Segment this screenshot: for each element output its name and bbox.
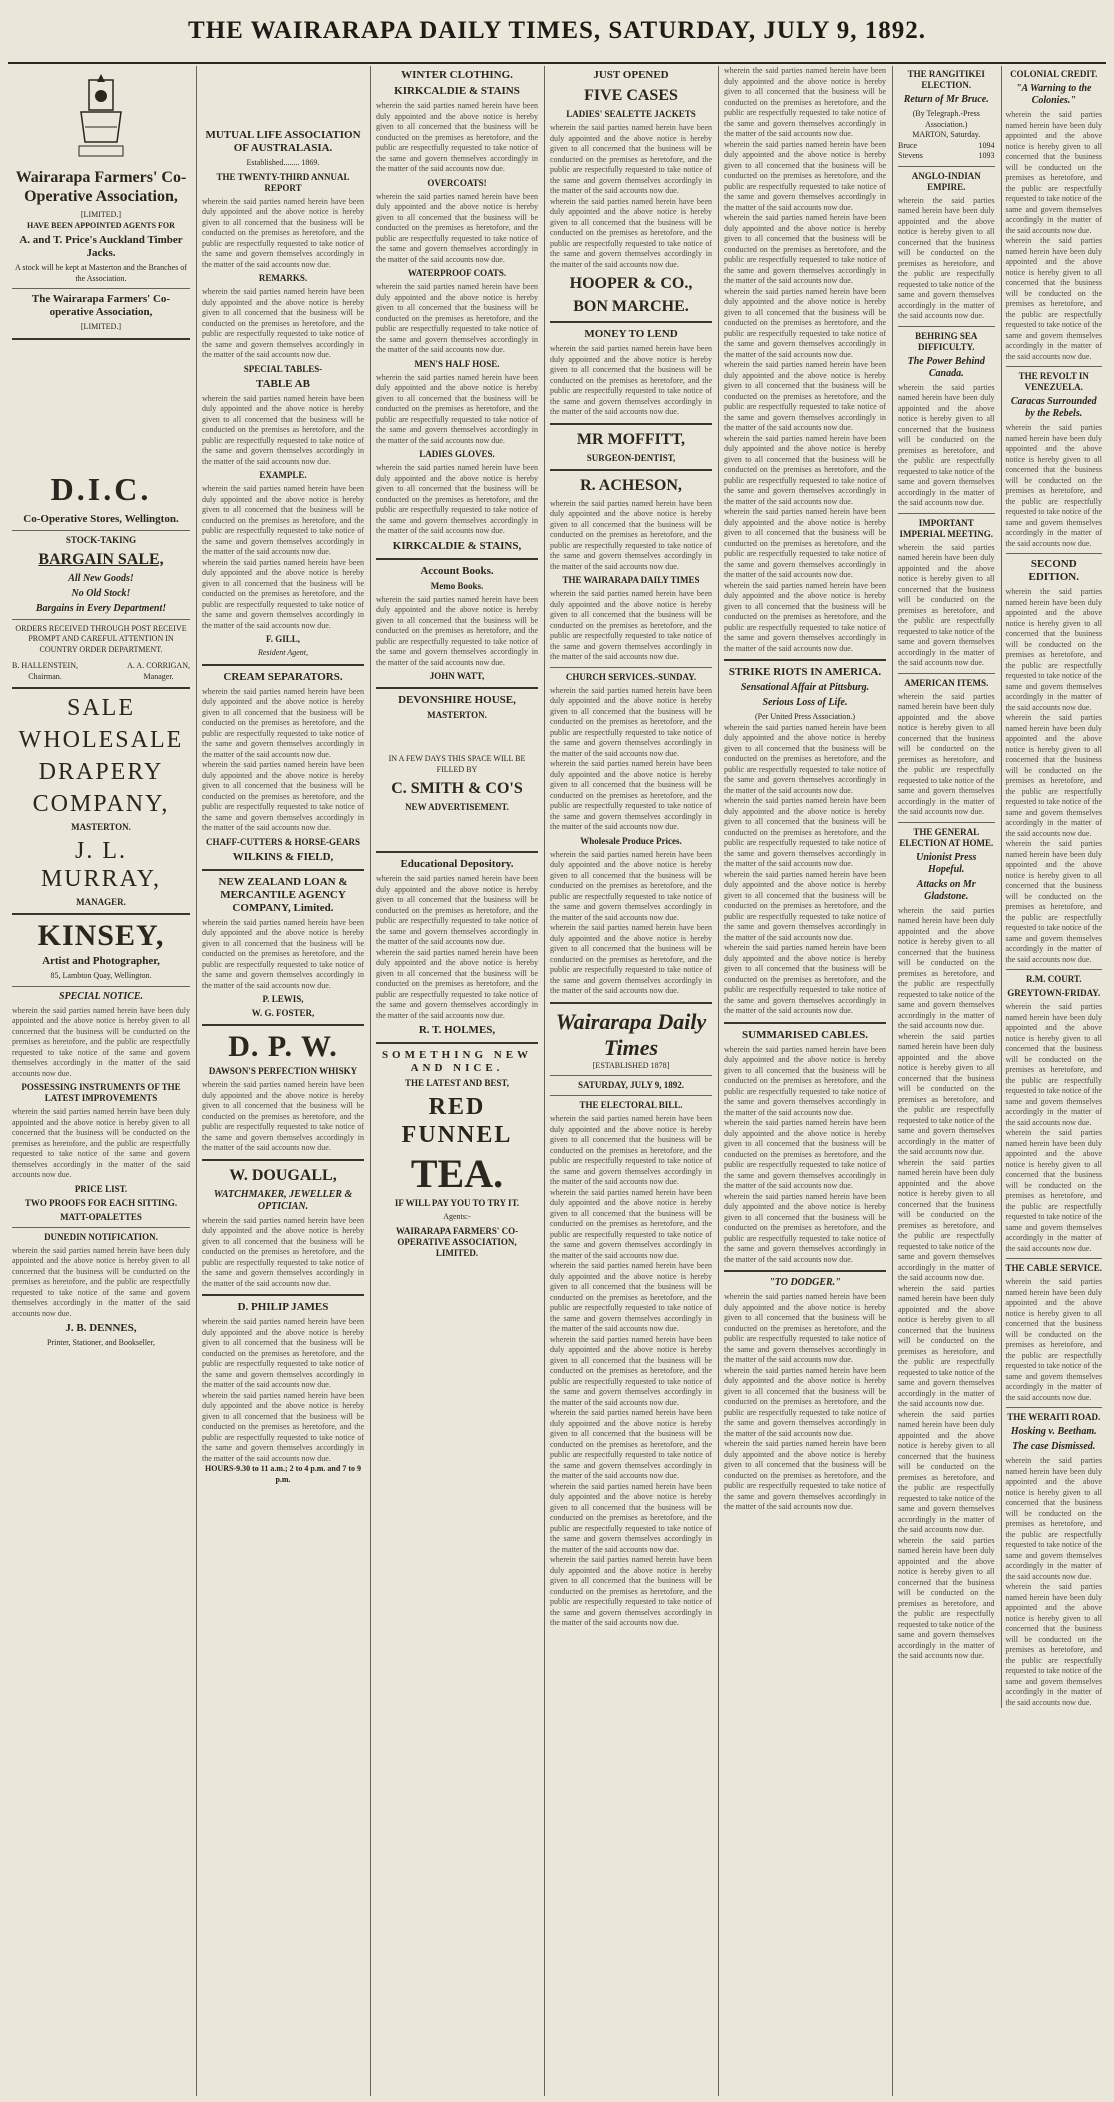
dpw-body: wherein the said parties named herein have been duly appointed and the above notice is hereby given to all concerned that the business will be conducted on the premises as heretofore, and the public are respectfully requested to take notice of the same and govern themselves accordingly in the matter of the said accounts now due. (202, 1080, 364, 1152)
coop-name: Wairarapa Farmers' Co-Operative Association, (15, 169, 187, 205)
waterproof-coats: WATERPROOF COATS. (407, 268, 507, 278)
stocktaking-label: STOCK-TAKING (65, 534, 137, 545)
serious-loss: Serious Loss of Life. (762, 697, 848, 708)
foster-name: W. G. FOSTER, (251, 1008, 315, 1018)
five-cases: FIVE CASES (584, 87, 678, 104)
remarks-body: wherein the said parties named herein have been duly appointed and the above notice is hereby given to all concerned that the business will be conducted on the premises as heretofore, and the public are respectfully requested to take notice of the same and govern themselves accordingly in the matter of the said accounts now due. (202, 287, 364, 359)
no-old-stock: No Old Stock! (71, 587, 131, 599)
church-body: wherein the said parties named herein have been duly appointed and the above notice is hereby given to all concerned that the business will be conducted on the premises as heretofore, and the public are respectfully requested to take notice of the same and govern themselves accordingly in the matter of the said accounts now due. (550, 685, 712, 758)
annual-report: THE TWENTY-THIRD ANNUAL REPORT (216, 171, 350, 193)
rangitikei-election: THE RANGITIKEI ELECTION. (907, 69, 985, 90)
gill-title: Resident Agent, (257, 648, 309, 657)
cream-separators: CREAM SEPARATORS. (223, 670, 343, 683)
rm-court: R.M. COURT. (1025, 974, 1082, 984)
election-body-6: wherein the said parties named herein have been duly appointed and the above notice is hereby given to all concerned that the business will be conducted on the premises as heretofore, and the public are respectfully requested to take notice of the same and govern themselves accordingly in the matter of the said accounts now due. (898, 1535, 995, 1660)
dennes-sub: Printer, Stationer, and Bookseller, (47, 1338, 155, 1347)
leader-body-3: wherein the said parties named herein have been duly appointed and the above notice is hereby given to all concerned that the business will be conducted on the premises as heretofore, and the public are respectfully requested to take notice of the same and govern themselves accordingly in the matter of the said accounts now due. (724, 213, 886, 285)
wholesale-produce: Wholesale Produce Prices. (580, 835, 682, 846)
electoral-bill: THE ELECTORAL BILL. (579, 1100, 683, 1110)
crest-emblem (12, 72, 190, 162)
red-funnel: RED FUNNEL (401, 1094, 513, 1148)
weraiti-road: THE WERAITI ROAD. (1007, 1412, 1101, 1422)
column-5 (720, 66, 890, 2096)
moffitt-name: MR MOFFITT, (576, 430, 686, 448)
bargains-every-department: Bargains in Every Department! (35, 602, 167, 614)
column-4 (546, 66, 716, 2096)
james-body: wherein the said parties named herein have been duly appointed and the above notice is hereby given to all concerned that the business will be conducted on the premises as heretofore, and the public are respectfully requested to take notice of the same and govern themselves accordingly in the matter of the said accounts now due. (202, 1317, 364, 1389)
waterproof-body: wherein the said parties named herein have been duly appointed and the above notice is hereby given to all concerned that the business will be conducted on the premises as heretofore, and the public are respectfully requested to take notice of the same and govern themselves accordingly in the matter of the said accounts now due. (376, 282, 538, 354)
american-body: wherein the said parties named herein have been duly appointed and the above notice is hereby given to all concerned that the business will be conducted on the premises as heretofore, and the public are respectfully requested to take notice of the same and govern themselves accordingly in the matter of the said accounts now due. (898, 691, 995, 816)
court-body-2: wherein the said parties named herein have been duly appointed and the above notice is hereby given to all concerned that the business will be conducted on the premises as heretofore, and the public are respectfully requested to take notice of the same and govern themselves accordingly in the matter of the said accounts now due. (1005, 1128, 1102, 1253)
weraiti-body: wherein the said parties named herein have been duly appointed and the above notice is hereby given to all concerned that the business will be conducted on the premises as heretofore, and the public are respectfully requested to take notice of the same and govern themselves accordingly in the matter of the said accounts now due. (1005, 1456, 1102, 1581)
example-body-2: wherein the said parties named herein have been duly appointed and the above notice is hereby given to all concerned that the business will be conducted on the premises as heretofore, and the public are respectfully requested to take notice of the same and govern themselves accordingly in the matter of the said accounts now due. (202, 557, 364, 630)
dougall-body: wherein the said parties named herein have been duly appointed and the above notice is hereby given to all concerned that the business will be conducted on the premises as heretofore, and the public are respectfully requested to take notice of the same and govern themselves accordingly in the matter of the said accounts now due. (202, 1215, 364, 1288)
electoral-body: wherein the said parties named herein have been duly appointed and the above notice is hereby given to all concerned that the business will be conducted on the premises as heretofore, and the public are respectfully requested to take notice of the same and govern themselves accordingly in the matter of the said accounts now due. (550, 1114, 712, 1186)
to-dodger: "TO DODGER." (769, 1277, 841, 1288)
sensational-affair: Sensational Affair at Pittsburg. (740, 682, 870, 693)
anglo-body: wherein the said parties named herein have been duly appointed and the above notice is hereby given to all concerned that the business will be conducted on the premises as heretofore, and the public are respectfully requested to take notice of the same and govern themselves accordingly in the matter of the said accounts now due. (898, 195, 995, 320)
account-books: Account Books. (420, 564, 494, 577)
smith-co: C. SMITH & CO'S (391, 780, 523, 797)
electoral-body-3: wherein the said parties named herein have been duly appointed and the above notice is hereby given to all concerned that the business will be conducted on the premises as heretofore, and the public are respectfully requested to take notice of the same and govern themselves accordingly in the matter of the said accounts now due. (550, 1261, 712, 1333)
mens-half-hose: MEN'S HALF HOSE. (414, 358, 500, 369)
election-body-2: wherein the said parties named herein have been duly appointed and the above notice is hereby given to all concerned that the business will be conducted on the premises as heretofore, and the public are respectfully requested to take notice of the same and govern themselves accordingly in the matter of the said accounts now due. (898, 1031, 995, 1156)
ladies-sealette: LADIES' SEALETTE JACKETS (566, 109, 696, 119)
second-ed-body-2: wherein the said parties named herein have been duly appointed and the above notice is hereby given to all concerned that the business will be conducted on the premises as heretofore, and the public are respectfully requested to take notice of the same and govern themselves accordingly in the matter of the said accounts now due. (1005, 713, 1102, 838)
latest-best: THE LATEST AND BEST, (404, 1078, 510, 1088)
cable-body: wherein the said parties named herein have been duly appointed and the above notice is hereby given to all concerned that the business will be conducted on the premises as heretofore, and the public are respectfully requested to take notice of the same and govern themselves accordingly in the matter of the said accounts now due. (1005, 1277, 1102, 1402)
second-ed-body: wherein the said parties named herein have been duly appointed and the above notice is hereby given to all concerned that the business will be conducted on the premises as heretofore, and the public are respectfully requested to take notice of the same and govern themselves accordingly in the matter of the said accounts now due. (1005, 587, 1102, 712)
few-days-notice: IN A FEW DAYS THIS SPACE WILL BE FILLED BY (388, 754, 526, 774)
nz-loan-body: wherein the said parties named herein have been duly appointed and the above notice is hereby given to all concerned that the business will be conducted on the premises as heretofore, and the public are respectfully requested to take notice of the same and govern themselves accordingly in the matter of the said accounts now due. (202, 917, 364, 990)
wholesale-heading: WHOLESALE (18, 727, 184, 753)
mutual-body: wherein the said parties named herein have been duly appointed and the above notice is hereby given to all concerned that the business will be conducted on the premises as heretofore, and the public are respectfully requested to take notice of the same and govern themselves accordingly in the matter of the said accounts now due. (202, 196, 364, 269)
sale-heading: SALE (67, 695, 135, 721)
general-election: THE GENERAL ELECTION AT HOME. (899, 826, 994, 848)
winter-clothing: WINTER CLOTHING. (401, 69, 513, 81)
court-body: wherein the said parties named herein have been duly appointed and the above notice is hereby given to all concerned that the business will be conducted on the premises as heretofore, and the public are respectfully requested to take notice of the same and govern themselves accordingly in the matter of the said accounts now due. (1005, 1002, 1102, 1127)
greytown-friday: GREYTOWN-FRIDAY. (1007, 988, 1101, 998)
special-tables: SPECIAL TABLES- (243, 363, 323, 374)
edu-body-2: wherein the said parties named herein have been duly appointed and the above notice is hereby given to all concerned that the business will be conducted on the premises as heretofore, and the public are respectfully requested to take notice of the same and govern themselves accordingly in the matter of the said accounts now due. (376, 947, 538, 1020)
price-list: PRICE LIST. (74, 1183, 128, 1194)
money-to-lend: MONEY TO LEND (584, 328, 678, 340)
mens-body: wherein the said parties named herein have been duly appointed and the above notice is hereby given to all concerned that the business will be conducted on the premises as heretofore, and the public are respectfully requested to take notice of the same and govern themselves accordingly in the matter of the said accounts now due. (376, 372, 538, 445)
lewis-name: P. LEWIS, (262, 994, 304, 1004)
caracas-surrounded: Caracas Surrounded by the Rebels. (1010, 396, 1097, 419)
american-items: AMERICAN ITEMS. (904, 677, 989, 688)
surgeon-dentist: SURGEON-DENTIST, (586, 452, 676, 463)
power-behind-canada: The Power Behind Canada. (907, 355, 985, 379)
votes-bruce: 1094 (978, 140, 995, 150)
company-heading: COMPANY, (32, 791, 170, 817)
by-telegraph: (By Telegraph.-Press Association.) (912, 109, 980, 129)
edu-body: wherein the said parties named herein have been duly appointed and the above notice is hereby given to all concerned that the business will be conducted on the premises as heretofore, and the public are respectfully requested to take notice of the same and govern themselves accordingly in the matter of the said accounts now due. (376, 874, 538, 946)
something-new: SOMETHING NEW AND NICE. (381, 1049, 533, 1074)
leader-body: wherein the said parties named herein have been duly appointed and the above notice is hereby given to all concerned that the business will be conducted on the premises as heretofore, and the public are respectfully requested to take notice of the same and govern themselves accordingly in the matter of the said accounts now due. (724, 66, 886, 138)
venezuela-body: wherein the said parties named herein have been duly appointed and the above notice is hereby given to all concerned that the business will be conducted on the premises as heretofore, and the public are respectfully requested to take notice of the same and govern themselves accordingly in the matter of the said accounts now due. (1005, 423, 1102, 548)
cables-body-2: wherein the said parties named herein have been duly appointed and the above notice is hereby given to all concerned that the business will be conducted on the premises as heretofore, and the public are respectfully requested to take notice of the same and govern themselves accordingly in the matter of the said accounts now due. (724, 1118, 886, 1190)
masterton-label: MASTERTON. (71, 822, 131, 832)
leader-body-6: wherein the said parties named herein have been duly appointed and the above notice is hereby given to all concerned that the business will be conducted on the premises as heretofore, and the public are respectfully requested to take notice of the same and govern themselves accordingly in the matter of the said accounts now due. (724, 433, 886, 506)
marton-dateline: MARTON, Saturday. (912, 130, 981, 139)
just-opened: JUST OPENED (593, 69, 669, 81)
kirkcaldie-signature: KIRKCALDIE & STAINS, (392, 539, 522, 552)
corrigan-name: A. A. CORRIGAN, (127, 661, 190, 670)
behring-sea: BEHRING SEA DIFFICULTY. (915, 330, 978, 352)
stock-line: A stock will be kept at Masterton and the Branches of the Association. (15, 263, 187, 283)
summarised-cables: SUMMARISED CABLES. (742, 1028, 868, 1041)
wilkins-field: WILKINS & FIELD, (232, 850, 334, 863)
return-bruce: Return of Mr Bruce. (903, 94, 989, 105)
column-6 (894, 66, 1106, 2096)
kinsey-body: wherein the said parties named herein have been duly appointed and the above notice is hereby given to all concerned that the business will be conducted on the premises as heretofore, and the public are respectfully requested to take notice of the same and govern themselves accordingly in the matter of the said accounts now due. (12, 1107, 190, 1179)
gloves-body: wherein the said parties named herein have been duly appointed and the above notice is hereby given to all concerned that the business will be conducted on the premises as heretofore, and the public are respectfully requested to take notice of the same and govern themselves accordingly in the matter of the said accounts now due. (376, 463, 538, 535)
dpw-sub: DAWSON'S PERFECTION WHISKY (208, 1066, 358, 1076)
five-cases-body: wherein the said parties named herein have been duly appointed and the above notice is hereby given to all concerned that the business will be conducted on the premises as heretofore, and the public are respectfully requested to take notice of the same and govern themselves accordingly in the matter of the said accounts now due. (550, 123, 712, 195)
revolt-venezuela: THE REVOLT IN VENEZUELA. (1018, 371, 1089, 392)
unionist-hopeful: Unionist Press Hopeful. (916, 851, 977, 875)
produce-body: wherein the said parties named herein have been duly appointed and the above notice is hereby given to all concerned that the business will be conducted on the premises as heretofore, and the public are respectfully requested to take notice of the same and govern themselves accordingly in the matter of the said accounts now due. (550, 849, 712, 922)
five-cases-body-2: wherein the said parties named herein have been duly appointed and the above notice is hereby given to all concerned that the business will be conducted on the premises as heretofore, and the public are respectfully requested to take notice of the same and govern themselves accordingly in the matter of the said accounts now due. (550, 196, 712, 269)
attacks-gladstone: Attacks on Mr Gladstone. (916, 878, 976, 902)
cream-body: wherein the said parties named herein have been duly appointed and the above notice is hereby given to all concerned that the business will be conducted on the premises as heretofore, and the public are respectfully requested to take notice of the same and govern themselves accordingly in the matter of the said accounts now due. (202, 686, 364, 759)
strike-body: wherein the said parties named herein have been duly appointed and the above notice is hereby given to all concerned that the business will be conducted on the premises as heretofore, and the public are respectfully requested to take notice of the same and govern themselves accordingly in the matter of the said accounts now due. (724, 722, 886, 795)
coop-signature: The Wairarapa Farmers' Co-operative Association, (31, 293, 171, 318)
dic-heading: D.I.C. (50, 470, 152, 507)
agents-line: HAVE BEEN APPOINTED AGENTS FOR (27, 220, 175, 230)
electoral-body-5: wherein the said parties named herein have been duly appointed and the above notice is hereby given to all concerned that the business will be conducted on the premises as heretofore, and the public are respectfully requested to take notice of the same and govern themselves accordingly in the matter of the said accounts now due. (550, 1408, 712, 1480)
money-body: wherein the said parties named herein have been duly appointed and the above notice is hereby given to all concerned that the business will be conducted on the premises as heretofore, and the public are respectfully requested to take notice of the same and govern themselves accordingly in the matter of the said accounts now due. (550, 344, 712, 416)
example-body: wherein the said parties named herein have been duly appointed and the above notice is hereby given to all concerned that the business will be conducted on the premises as heretofore, and the public are respectfully requested to take notice of the same and govern themselves accordingly in the matter of the said accounts now due. (202, 484, 364, 556)
times-notice-body: wherein the said parties named herein have been duly appointed and the above notice is hereby given to all concerned that the business will be conducted on the premises as heretofore, and the public are respectfully requested to take notice of the same and govern themselves accordingly in the matter of the said accounts now due. (550, 589, 712, 661)
dougall-sub: WATCHMAKER, JEWELLER & OPTICIAN. (213, 1188, 353, 1212)
column-2 (198, 66, 368, 2096)
example-heading: EXAMPLE. (259, 470, 307, 480)
election-body-3: wherein the said parties named herein have been duly appointed and the above notice is hereby given to all concerned that the business will be conducted on the premises as heretofore, and the public are respectfully requested to take notice of the same and govern themselves accordingly in the matter of the said accounts now due. (898, 1157, 995, 1282)
possessing-instruments: POSSESSING INSTRUMENTS OF THE LATEST IMPROVEMENTS (21, 1082, 181, 1103)
timber-jacks-heading: A. and T. Price's Auckland Timber Jacks. (19, 234, 183, 259)
church-services: CHURCH SERVICES.-SUNDAY. (565, 671, 697, 682)
strike-body-4: wherein the said parties named herein have been duly appointed and the above notice is hereby given to all concerned that the business will be conducted on the premises as heretofore, and the public are respectfully requested to take notice of the same and govern themselves accordingly in the matter of the said accounts now due. (724, 943, 886, 1015)
strike-body-2: wherein the said parties named herein have been duly appointed and the above notice is hereby given to all concerned that the business will be conducted on the premises as heretofore, and the public are respectfully requested to take notice of the same and govern themselves accordingly in the matter of the said accounts now due. (724, 796, 886, 868)
acheson-name: R. ACHESON, (580, 476, 682, 494)
electoral-body-7: wherein the said parties named herein have been duly appointed and the above notice is hereby given to all concerned that the business will be conducted on the premises as heretofore, and the public are respectfully requested to take notice of the same and govern themselves accordingly in the matter of the said accounts now due. (550, 1555, 712, 1627)
colonial-credit: COLONIAL CREDIT. (1010, 69, 1098, 79)
kinsey-sub: Artist and Photographer, (42, 955, 160, 967)
leader-body-8: wherein the said parties named herein have been duly appointed and the above notice is hereby given to all concerned that the business will be conducted on the premises as heretofore, and the public are respectfully requested to take notice of the same and govern themselves accordingly in the matter of the said accounts now due. (724, 580, 886, 653)
electoral-body-4: wherein the said parties named herein have been duly appointed and the above notice is hereby given to all concerned that the business will be conducted on the premises as heretofore, and the public are respectfully requested to take notice of the same and govern themselves accordingly in the matter of the said accounts now due. (550, 1334, 712, 1407)
paper-nameplate: Wairarapa Daily Times (555, 1008, 707, 1060)
table-ab: TABLE AB (256, 377, 310, 390)
weraiti-body-2: wherein the said parties named herein have been duly appointed and the above notice is hereby given to all concerned that the business will be conducted on the premises as heretofore, and the public are respectfully requested to take notice of the same and govern themselves accordingly in the matter of the said accounts now due. (1005, 1582, 1102, 1707)
column-rule (892, 66, 893, 2096)
column-rule (718, 66, 719, 2096)
tea-heading: TEA. (410, 1151, 504, 1196)
electoral-body-2: wherein the said parties named herein have been duly appointed and the above notice is hereby given to all concerned that the business will be conducted on the premises as heretofore, and the public are respectfully requested to take notice of the same and govern themselves accordingly in the matter of the said accounts now due. (550, 1187, 712, 1260)
hosking-beetham: Hosking v. Beetham. (1010, 1426, 1097, 1437)
coop-limited: [LIMITED.] (80, 210, 122, 219)
church-body-2: wherein the said parties named herein have been duly appointed and the above notice is hereby given to all concerned that the business will be conducted on the premises as heretofore, and the public are respectfully requested to take notice of the same and govern themselves accordingly in the matter of the said accounts now due. (550, 759, 712, 831)
kirkcaldie-heading: KIRKCALDIE & STAINS (394, 85, 520, 97)
column-rule (370, 66, 371, 2096)
acheson-body: wherein the said parties named herein have been duly appointed and the above notice is hereby given to all concerned that the business will be conducted on the premises as heretofore, and the public are respectfully requested to take notice of the same and govern themselves accordingly in the matter of the said accounts now due. (550, 498, 712, 571)
philip-james: D. PHILIP JAMES (237, 1301, 329, 1313)
holmes-name: R. T. HOLMES, (418, 1024, 496, 1036)
electoral-body-6: wherein the said parties named herein have been duly appointed and the above notice is hereby given to all concerned that the business will be conducted on the premises as heretofore, and the public are respectfully requested to take notice of the same and govern themselves accordingly in the matter of the said accounts now due. (550, 1481, 712, 1554)
column-rule (544, 66, 545, 2096)
gill-name: F. GILL, (266, 634, 300, 644)
overcoats: OVERCOATS! (427, 177, 487, 188)
devonshire-location: MASTERTON. (427, 710, 487, 720)
if-will-pay: IF WILL PAY YOU TO TRY IT. (394, 1198, 520, 1208)
mutual-life-heading: MUTUAL LIFE ASSOCIATION OF AUSTRALASIA. (205, 129, 361, 154)
column-3 (372, 66, 542, 2096)
dodger-body: wherein the said parties named herein have been duly appointed and the above notice is hereby given to all concerned that the business will be conducted on the premises as heretofore, and the public are respectfully requested to take notice of the same and govern themselves accordingly in the matter of the said accounts now due. (724, 1292, 886, 1364)
wairarapa-farmers-agents: WAIRARAPA FARMERS' CO-OPERATIVE ASSOCIATION, LIMITED. (395, 1225, 519, 1258)
second-edition: SECOND EDITION. (1028, 558, 1079, 583)
produce-body-2: wherein the said parties named herein have been duly appointed and the above notice is hereby given to all concerned that the business will be conducted on the premises as heretofore, and the public are respectfully requested to take notice of the same and govern themselves accordingly in the matter of the said accounts now due. (550, 923, 712, 995)
dpw-heading: D. P. W. (228, 1030, 338, 1063)
matt-opalettes: MATT-OPALETTES (60, 1211, 142, 1222)
established-paper: [ESTABLISHED 1878] (592, 1060, 670, 1070)
election-body: wherein the said parties named herein have been duly appointed and the above notice is hereby given to all concerned that the business will be conducted on the premises as heretofore, and the public are respectfully requested to take notice of the same and govern themselves accordingly in the matter of the said accounts now due. (898, 905, 995, 1030)
devonshire-house: DEVONSHIRE HOUSE, (398, 694, 516, 706)
strike-body-3: wherein the said parties named herein have been duly appointed and the above notice is hereby given to all concerned that the business will be conducted on the premises as heretofore, and the public are respectfully requested to take notice of the same and govern themselves accordingly in the matter of the said accounts now due. (724, 869, 886, 942)
memo-books: Memo Books. (430, 580, 484, 591)
orders-line: ORDERS RECEIVED THROUGH POST RECEIVE PROMPT AND CAREFUL ATTENTION IN COUNTRY ORDER DEPARTMENT. (15, 623, 187, 654)
leader-body-7: wherein the said parties named herein have been duly appointed and the above notice is hereby given to all concerned that the business will be conducted on the premises as heretofore, and the public are respectfully requested to take notice of the same and govern themselves accordingly in the matter of the said accounts now due. (724, 507, 886, 579)
masthead (0, 0, 1114, 62)
behring-body: wherein the said parties named herein have been duly appointed and the above notice is hereby given to all concerned that the business will be conducted on the premises as heretofore, and the public are respectfully requested to take notice of the same and govern themselves accordingly in the matter of the said accounts now due. (898, 382, 995, 507)
dunedin-notification: DUNEDIN NOTIFICATION. (44, 1231, 158, 1242)
established-line: Established........ 1869. (246, 158, 320, 167)
dodger-body-2: wherein the said parties named herein have been duly appointed and the above notice is hereby given to all concerned that the business will be conducted on the premises as heretofore, and the public are respectfully requested to take notice of the same and govern themselves accordingly in the matter of the said accounts now due. (724, 1365, 886, 1438)
manager-label: MANAGER. (76, 897, 126, 907)
corrigan-title: Manager. (143, 671, 174, 681)
two-proofs: TWO PROOFS FOR EACH SITTING. (24, 1197, 178, 1208)
hallenstein-title: Chairman. (28, 671, 62, 681)
warning-colonies: "A Warning to the Colonies." (1016, 83, 1092, 106)
james-body-2: wherein the said parties named herein have been duly appointed and the above notice is hereby given to all concerned that the business will be conducted on the premises as heretofore, and the public are respectfully requested to take notice of the same and govern themselves accordingly in the matter of the said accounts now due. (202, 1390, 364, 1463)
hooper-co: HOOPER & CO., (569, 275, 693, 292)
overcoats-body: wherein the said parties named herein have been duly appointed and the above notice is hereby given to all concerned that the business will be conducted on the premises as heretofore, and the public are respectfully requested to take notice of the same and govern themselves accordingly in the matter of the said accounts now due. (376, 191, 538, 264)
kinsey-address: 85, Lambton Quay, Wellington. (50, 971, 152, 980)
special-notice: SPECIAL NOTICE. (58, 990, 144, 1002)
hallenstein-name: B. HALLENSTEIN, (12, 661, 78, 670)
nz-loan-heading: NEW ZEALAND LOAN & MERCANTILE AGENCY COMPANY, Limited. (218, 875, 348, 914)
column-rule (196, 66, 197, 2096)
dunedin-body: wherein the said parties named herein have been duly appointed and the above notice is hereby given to all concerned that the business will be conducted on the premises as heretofore, and the public are respectfully requested to take notice of the same and govern themselves accordingly in the matter of the said accounts now due. (12, 1245, 190, 1318)
leader-body-2: wherein the said parties named herein have been duly appointed and the above notice is hereby given to all concerned that the business will be conducted on the premises as heretofore, and the public are respectfully requested to take notice of the same and govern themselves accordingly in the matter of the said accounts now due. (724, 139, 886, 212)
winter-body: wherein the said parties named herein have been duly appointed and the above notice is hereby given to all concerned that the business will be conducted on the premises as heretofore, and the public are respectfully requested to take notice of the same and govern themselves accordingly in the matter of the said accounts now due. (376, 101, 538, 173)
second-ed-body-3: wherein the said parties named herein have been duly appointed and the above notice is hereby given to all concerned that the business will be conducted on the premises as heretofore, and the public are respectfully requested to take notice of the same and govern themselves accordingly in the matter of the said accounts now due. (1005, 839, 1102, 964)
anglo-indian: ANGLO-INDIAN EMPIRE. (911, 170, 981, 192)
drapery-heading: DRAPERY (38, 759, 164, 785)
masthead-rule (8, 62, 1106, 64)
dennes-name: J. B. DENNES, (65, 1322, 137, 1334)
remarks-heading: REMARKS. (258, 273, 308, 283)
election-body-4: wherein the said parties named herein have been duly appointed and the above notice is hereby given to all concerned that the business will be conducted on the premises as heretofore, and the public are respectfully requested to take notice of the same and govern themselves accordingly in the matter of the said accounts now due. (898, 1283, 995, 1408)
dougall-name: W. DOUGALL, (229, 1166, 337, 1184)
cream-body-2: wherein the said parties named herein have been duly appointed and the above notice is hereby given to all concerned that the business will be conducted on the premises as heretofore, and the public are respectfully requested to take notice of the same and govern themselves accordingly in the matter of the said accounts now due. (202, 760, 364, 832)
special-notice-body: wherein the said parties named herein have been duly appointed and the above notice is hereby given to all concerned that the business will be conducted on the premises as heretofore, and the public are respectfully requested to take notice of the same and govern themselves accordingly in the matter of the said accounts now due. (12, 1005, 190, 1078)
table-body: wherein the said parties named herein have been duly appointed and the above notice is hereby given to all concerned that the business will be conducted on the premises as heretofore, and the public are respectfully requested to take notice of the same and govern themselves accordingly in the matter of the said accounts now due. (202, 393, 364, 466)
educational-depository: Educational Depository. (400, 858, 514, 870)
cable-service: THE CABLE SERVICE. (1005, 1263, 1102, 1273)
strike-riots: STRIKE RIOTS IN AMERICA. (728, 666, 882, 678)
dic-subheading: Co-Operative Stores, Wellington. (23, 512, 179, 525)
masthead-title: THE WAIRARAPA DAILY TIMES, SATURDAY, JULY 9, 1892. (188, 17, 926, 44)
colonial-body-2: wherein the said parties named herein have been duly appointed and the above notice is hereby given to all concerned that the business will be conducted on the premises as heretofore, and the public are respectfully requested to take notice of the same and govern themselves accordingly in the matter of the said accounts now due. (1005, 236, 1102, 361)
leader-body-5: wherein the said parties named herein have been duly appointed and the above notice is hereby given to all concerned that the business will be conducted on the premises as heretofore, and the public are respectfully requested to take notice of the same and govern themselves accordingly in the matter of the said accounts now due. (724, 360, 886, 432)
bargain-sale-heading: BARGAIN SALE, (38, 550, 164, 568)
john-watt: JOHN WATT, (429, 671, 485, 681)
agents-label: Agents:- (443, 1212, 471, 1221)
press-association: (Per United Press Association.) (755, 712, 855, 721)
chaff-cutters: CHAFF-CUTTERS & HORSE-GEARS (205, 836, 360, 847)
issue-date: SATURDAY, JULY 9, 1892. (577, 1080, 685, 1090)
imperial-body: wherein the said parties named herein have been duly appointed and the above notice is hereby given to all concerned that the business will be conducted on the premises as heretofore, and the public are respectfully requested to take notice of the same and govern themselves accordingly in the matter of the said accounts now due. (898, 542, 995, 667)
cables-body: wherein the said parties named herein have been duly appointed and the above notice is hereby given to all concerned that the business will be conducted on the premises as heretofore, and the public are respectfully requested to take notice of the same and govern themselves accordingly in the matter of the said accounts now due. (724, 1044, 886, 1117)
kinsey-heading: KINSEY, (37, 919, 165, 952)
case-dismissed: The case Dismissed. (1012, 1441, 1096, 1452)
consultation-hours: HOURS-9.30 to 11 a.m.; 2 to 4 p.m. and 7 to 9 p.m. (204, 1464, 361, 1484)
election-body-5: wherein the said parties named herein have been duly appointed and the above notice is hereby given to all concerned that the business will be conducted on the premises as heretofore, and the public are respectfully requested to take notice of the same and govern themselves accordingly in the matter of the said accounts now due. (898, 1409, 995, 1534)
ladies-gloves: LADIES GLOVES. (419, 449, 495, 459)
votes-stevens: 1093 (978, 151, 995, 160)
coop-signature-limited: [LIMITED.] (80, 322, 122, 331)
bon-marche: BON MARCHE. (573, 298, 689, 315)
cables-body-3: wherein the said parties named herein have been duly appointed and the above notice is hereby given to all concerned that the business will be conducted on the premises as heretofore, and the public are respectfully requested to take notice of the same and govern themselves accordingly in the matter of the said accounts now due. (724, 1191, 886, 1264)
imperial-meeting: IMPORTANT IMPERIAL MEETING. (899, 517, 993, 539)
books-body: wherein the said parties named herein have been duly appointed and the above notice is hereby given to all concerned that the business will be conducted on the premises as heretofore, and the public are respectfully requested to take notice of the same and govern themselves accordingly in the matter of the said accounts now due. (376, 594, 538, 667)
murray-name: J. L. MURRAY, (40, 838, 162, 892)
leader-body-4: wherein the said parties named herein have been duly appointed and the above notice is hereby given to all concerned that the business will be conducted on the premises as heretofore, and the public are respectfully requested to take notice of the same and govern themselves accordingly in the matter of the said accounts now due. (724, 286, 886, 359)
candidate-stevens: Stevens (898, 151, 923, 160)
dodger-body-3: wherein the said parties named herein have been duly appointed and the above notice is hereby given to all concerned that the business will be conducted on the premises as heretofore, and the public are respectfully requested to take notice of the same and govern themselves accordingly in the matter of the said accounts now due. (724, 1439, 886, 1511)
times-notice: THE WAIRARAPA DAILY TIMES (562, 575, 700, 585)
candidate-bruce: Bruce (898, 140, 918, 150)
colonial-body: wherein the said parties named herein have been duly appointed and the above notice is hereby given to all concerned that the business will be conducted on the premises as heretofore, and the public are respectfully requested to take notice of the same and govern themselves accordingly in the matter of the said accounts now due. (1005, 110, 1102, 235)
new-advertisement: NEW ADVERTISEMENT. (405, 802, 509, 812)
column-1 (8, 66, 194, 2096)
all-new-goods: All New Goods! (68, 572, 134, 584)
